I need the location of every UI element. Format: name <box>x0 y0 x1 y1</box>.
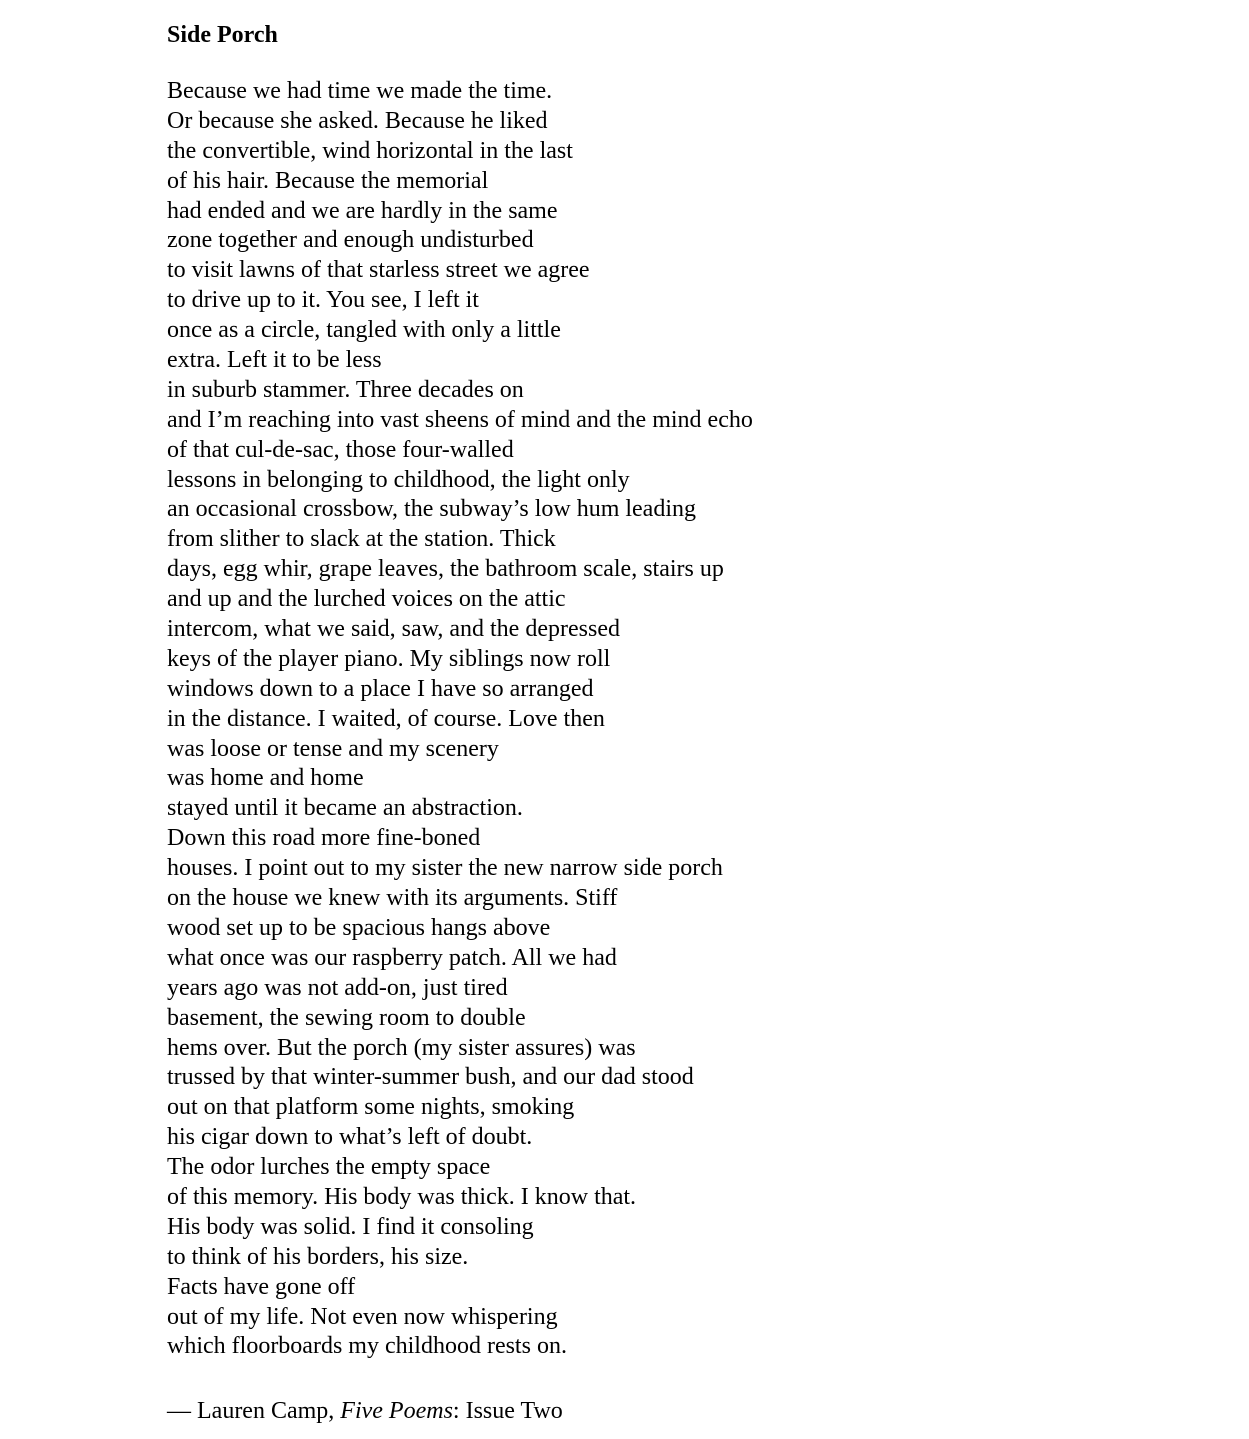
poem-line: the convertible, wind horizontal in the last <box>167 137 573 164</box>
poem-line: intercom, what we said, saw, and the depressed <box>167 616 620 643</box>
poem-line: and up and the lurched voices on the attic <box>167 586 566 613</box>
poem-line: and I’m reaching into vast sheens of mind and the mind echo <box>167 406 753 433</box>
poem-line: was loose or tense and my scenery <box>167 735 499 762</box>
poem-line: keys of the player piano. My siblings now roll <box>167 645 611 672</box>
poem-line: extra. Left it to be less <box>167 347 382 374</box>
poem-line: from slither to slack at the station. Thick <box>167 526 556 553</box>
document-page <box>167 17 1227 1424</box>
poem-line: to think of his borders, his size. <box>167 1243 469 1270</box>
poem-line: to visit lawns of that starless street we agree <box>167 257 590 284</box>
poem-title: Side Porch <box>167 22 278 48</box>
poem-line: trussed by that winter-summer bush, and our dad stood <box>167 1064 694 1091</box>
poem-line: Because we had time we made the time. <box>167 78 553 104</box>
poem-line: in suburb stammer. Three decades on <box>167 376 524 403</box>
poem-line: of this memory. His body was thick. I know that. <box>167 1183 637 1210</box>
poem-line: his cigar down to what’s left of doubt. <box>167 1124 533 1151</box>
poem-line: His body was solid. I find it consoling <box>167 1213 534 1240</box>
poem-line: had ended and we are hardly in the same <box>167 197 558 224</box>
poem-line: out on that platform some nights, smoking <box>167 1094 575 1121</box>
poem-line: what once was our raspberry patch. All we had <box>167 944 617 971</box>
poem-line: wood set up to be spacious hangs above <box>167 914 551 941</box>
poem-line: houses. I point out to my sister the new narrow side porch <box>167 855 723 882</box>
poem-line: to drive up to it. You see, I left it <box>167 287 479 314</box>
poem-line: windows down to a place I have so arranged <box>167 675 594 702</box>
poem-line: zone together and enough undisturbed <box>167 227 534 254</box>
poem-line: was home and home <box>167 765 364 792</box>
poem-line: lessons in belonging to childhood, the light only <box>167 466 630 493</box>
poem-line: hems over. But the porch (my sister assures) was <box>167 1034 636 1061</box>
attribution-publication: Five Poems <box>340 1398 453 1424</box>
poem-line: The odor lurches the empty space <box>167 1154 491 1181</box>
poem-line: years ago was not add-on, just tired <box>167 974 508 1001</box>
poem-line: stayed until it became an abstraction. <box>167 795 523 822</box>
poem-line: days, egg whir, grape leaves, the bathroom scale, stairs up <box>167 556 724 583</box>
poem-body <box>167 77 1227 1362</box>
poem-line: on the house we knew with its arguments. Stiff <box>167 885 618 912</box>
poem-attribution <box>167 1393 563 1429</box>
poem-line: Facts have gone off <box>167 1273 356 1300</box>
attribution-author: — Lauren Camp, <box>167 1398 341 1424</box>
poem-line: out of my life. Not even now whispering <box>167 1303 558 1330</box>
poem-line: an occasional crossbow, the subway’s low hum leading <box>167 496 696 523</box>
poem-line: Down this road more fine-boned <box>167 825 481 852</box>
poem-line: which floorboards my childhood rests on. <box>167 1333 567 1360</box>
attribution-issue: : Issue Two <box>452 1398 563 1424</box>
poem-line: in the distance. I waited, of course. Love then <box>167 705 605 732</box>
poem-line: of his hair. Because the memorial <box>167 167 489 194</box>
poem-line: once as a circle, tangled with only a little <box>167 317 561 344</box>
poem-line: Or because she asked. Because he liked <box>167 107 548 134</box>
poem-line: of that cul-de-sac, those four-walled <box>167 436 514 463</box>
poem-line: basement, the sewing room to double <box>167 1004 526 1031</box>
